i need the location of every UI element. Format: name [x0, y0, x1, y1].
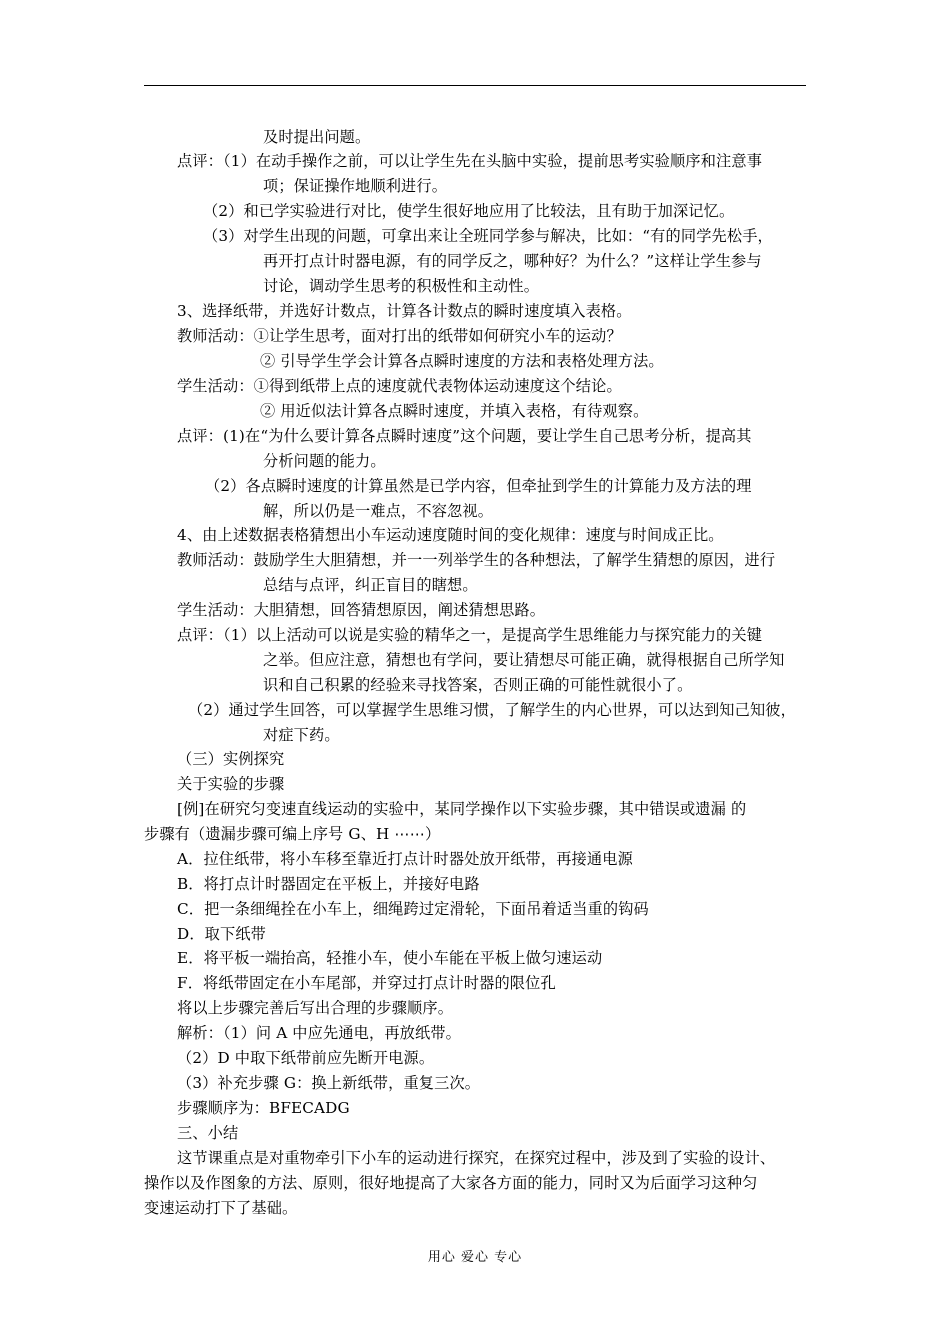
text-line: A．拉住纸带，将小车移至靠近打点计时器处放开纸带，再接通电源 [177, 850, 633, 868]
section-heading: 三、小结 [177, 1124, 239, 1142]
text-line: 教师活动：①让学生思考，面对打出的纸带如何研究小车的运动？ [177, 327, 622, 345]
header-rule [144, 85, 806, 86]
text-line: [例]在研究匀变速直线运动的实验中，某同学操作以下实验步骤，其中错误或遗漏 的 [177, 800, 747, 818]
text-line: （2）通过学生回答，可以掌握学生思维习惯，了解学生的内心世界，可以达到知己知彼， [188, 701, 796, 719]
text-line: 这节课重点是对重物牵引下小车的运动进行探究，在探究过程中，涉及到了实验的设计、 [177, 1149, 776, 1167]
text-line: E．将平板一端抬高，轻推小车，使小车能在平板上做匀速运动 [177, 949, 603, 967]
text-line: 步骤有（遗漏步骤可编上序号 G、H ⋯⋯） [144, 825, 441, 843]
text-line: 解析：（1）问 A 中应先通电，再放纸带。 [177, 1024, 462, 1042]
text-line: 解，所以仍是一难点，不容忽视。 [263, 502, 494, 520]
text-line: 对症下药。 [263, 726, 340, 744]
text-line: B．将打点计时器固定在平板上，并接好电路 [177, 875, 480, 893]
text-line: 学生活动：①得到纸带上点的速度就代表物体运动速度这个结论。 [177, 377, 622, 395]
text-line: D．取下纸带 [177, 925, 267, 943]
text-line: C．把一条细绳拴在小车上，细绳跨过定滑轮，下面吊着适当重的钩码 [177, 900, 649, 918]
text-line: 关于实验的步骤 [177, 775, 285, 793]
text-line: 总结与点评，纠正盲目的瞎想。 [263, 576, 478, 594]
text-line: 教师活动：鼓励学生大胆猜想，并一一列举学生的各种想法，了解学生猜想的原因，进行 [177, 551, 776, 569]
text-line: （3）对学生出现的问题，可拿出来让全班同学参与解决，比如：“有的同学先松手， [203, 227, 773, 245]
text-line: 点评：(1)在“为什么要计算各点瞬时速度”这个问题，要让学生自己思考分析，提高其 [177, 427, 752, 445]
text-line: 变速运动打下了基础。 [144, 1199, 298, 1217]
text-line: （3）补充步骤 G：换上新纸带，重复三次。 [177, 1074, 481, 1092]
page-footer: 用心 爱心 专心 [427, 1250, 523, 1265]
text-line: 识和自己积累的经验来寻找答案，否则正确的可能性就很小了。 [263, 676, 693, 694]
text-line: 将以上步骤完善后写出合理的步骤顺序。 [177, 999, 454, 1017]
text-line: 4、由上述数据表格猜想出小车运动速度随时间的变化规律：速度与时间成正比。 [177, 526, 724, 544]
text-line: （2）和已学实验进行对比，使学生很好地应用了比较法，且有助于加深记忆。 [203, 202, 735, 220]
text-line: 再开打点计时器电源，有的同学反之，哪种好？为什么？”这样让学生参与 [263, 252, 762, 270]
text-line: 及时提出问题。 [263, 128, 371, 146]
text-line: 项；保证操作地顺利进行。 [263, 177, 448, 195]
text-line: 步骤顺序为：BFECADG [177, 1099, 350, 1117]
text-line: F．将纸带固定在小车尾部，并穿过打点计时器的限位孔 [177, 974, 556, 992]
section-heading: （三）实例探究 [177, 750, 285, 768]
text-line: （2）各点瞬时速度的计算虽然是已学内容，但牵扯到学生的计算能力及方法的理 [205, 477, 752, 495]
text-line: 学生活动：大胆猜想，回答猜想原因，阐述猜想思路。 [177, 601, 546, 619]
text-line: 点评：（1）在动手操作之前，可以让学生先在头脑中实验，提前思考实验顺序和注意事 [177, 152, 763, 170]
text-line: 点评：（1）以上活动可以说是实验的精华之一，是提高学生思维能力与探究能力的关键 [177, 626, 763, 644]
text-line: 讨论，调动学生思考的积极性和主动性。 [263, 277, 540, 295]
text-line: （2）D 中取下纸带前应先断开电源。 [177, 1049, 435, 1067]
text-line: 之举。但应注意，猜想也有学问，要让猜想尽可能正确，就得根据自己所学知 [263, 651, 785, 669]
text-line: ② 引导学生学会计算各点瞬时速度的方法和表格处理方法。 [260, 352, 664, 370]
text-line: 分析问题的能力。 [263, 452, 386, 470]
text-line: ② 用近似法计算各点瞬时速度，并填入表格，有待观察。 [260, 402, 649, 420]
text-line: 操作以及作图象的方法、原则，很好地提高了大家各方面的能力，同时又为后面学习这种匀 [144, 1174, 758, 1192]
text-line: 3、选择纸带，并选好计数点，计算各计数点的瞬时速度填入表格。 [177, 302, 632, 320]
